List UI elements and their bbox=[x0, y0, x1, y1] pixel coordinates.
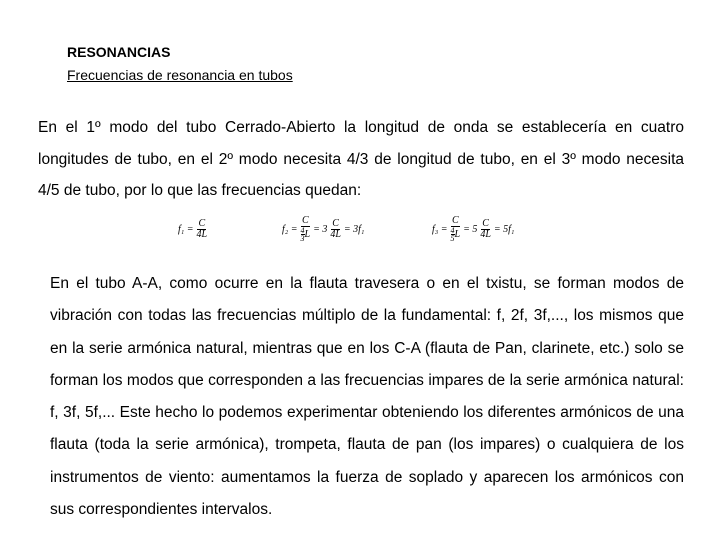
section-subtitle: Frecuencias de resonancia en tubos bbox=[67, 67, 293, 83]
formula-f3 bbox=[432, 212, 514, 246]
formula-f2-num1: C bbox=[301, 215, 309, 226]
formula-f1 bbox=[178, 212, 210, 246]
formula-f1-den: 4L bbox=[196, 228, 208, 240]
formula-f2-fraction2 bbox=[329, 219, 342, 240]
formula-row bbox=[0, 212, 720, 246]
formula-f2-den1-top: 4 bbox=[300, 226, 305, 235]
formula-f2-fraction1 bbox=[300, 216, 312, 242]
formula-f2-lhs: f₂ = bbox=[282, 223, 298, 235]
formula-f3-den2: 4L bbox=[480, 228, 491, 240]
formula-f2-den2: 4L bbox=[330, 228, 341, 240]
formula-f2-den1-l: L bbox=[304, 228, 311, 240]
formula-f1-num: C bbox=[198, 217, 206, 229]
formula-f2-den1 bbox=[300, 227, 312, 242]
formula-f3-tail: = 5f₁ bbox=[493, 223, 515, 235]
formula-f2-tail: = 3f₁ bbox=[343, 223, 365, 235]
formula-f3-fraction2 bbox=[479, 219, 492, 240]
formula-f2-num2: C bbox=[332, 217, 339, 229]
formula-f1-fraction bbox=[196, 219, 209, 240]
formula-f3-fraction1 bbox=[450, 216, 462, 242]
section-title: RESONANCIAS bbox=[67, 44, 171, 60]
formula-f2-eq2: = 3 bbox=[313, 223, 328, 235]
formula-f2 bbox=[282, 212, 364, 246]
formula-f3-den1-top: 4 bbox=[450, 226, 455, 235]
formula-f3-num2: C bbox=[482, 217, 489, 229]
formula-f3-den1-bottom: 5 bbox=[450, 234, 455, 243]
formula-f3-num1: C bbox=[451, 215, 459, 226]
formula-f3-eq2: = 5 bbox=[463, 223, 478, 235]
formula-f2-den1-bottom: 3 bbox=[300, 234, 305, 243]
formula-f3-lhs: f₃ = bbox=[432, 223, 448, 235]
formula-f3-den1 bbox=[450, 227, 462, 242]
formula-f1-lhs: f₁ = bbox=[178, 223, 194, 235]
paragraph-closed-open-modes: En el 1º modo del tubo Cerrado-Abierto la longitud de onda se establecería en cuatro longitudes de tubo, en el 2º modo necesita 4/3 de longitud de tubo, en el 3º modo necesita 4/5 de tubo, por lo que las frecuencias quedan: bbox=[38, 119, 684, 199]
formula-f3-den1-l: L bbox=[454, 228, 461, 240]
paragraph-open-open-modes: En el tubo A-A, como ocurre en la flauta travesera o en el txistu, se forman modos de vibración con todas las frecuencias múltiplo de la fundamental: f, 2f, 3f,..., los mismos que en la serie armónica natural, mientras que en los C-A (flauta de Pan, clarinete, etc.) solo se forman los modos que corresponden a las frecuencias impares de la serie armónica natural: f, 3f, 5f,... Este hecho lo podemos experimentar obteniendo los diferentes armónicos de una flauta (toda la serie armónica), trompeta, flauta de pan (los impares) o cualquiera de los instrumentos de viento: aumentamos la fuerza de soplado y aparecen los armónicos con sus correspondientes intervalos. bbox=[50, 275, 684, 519]
